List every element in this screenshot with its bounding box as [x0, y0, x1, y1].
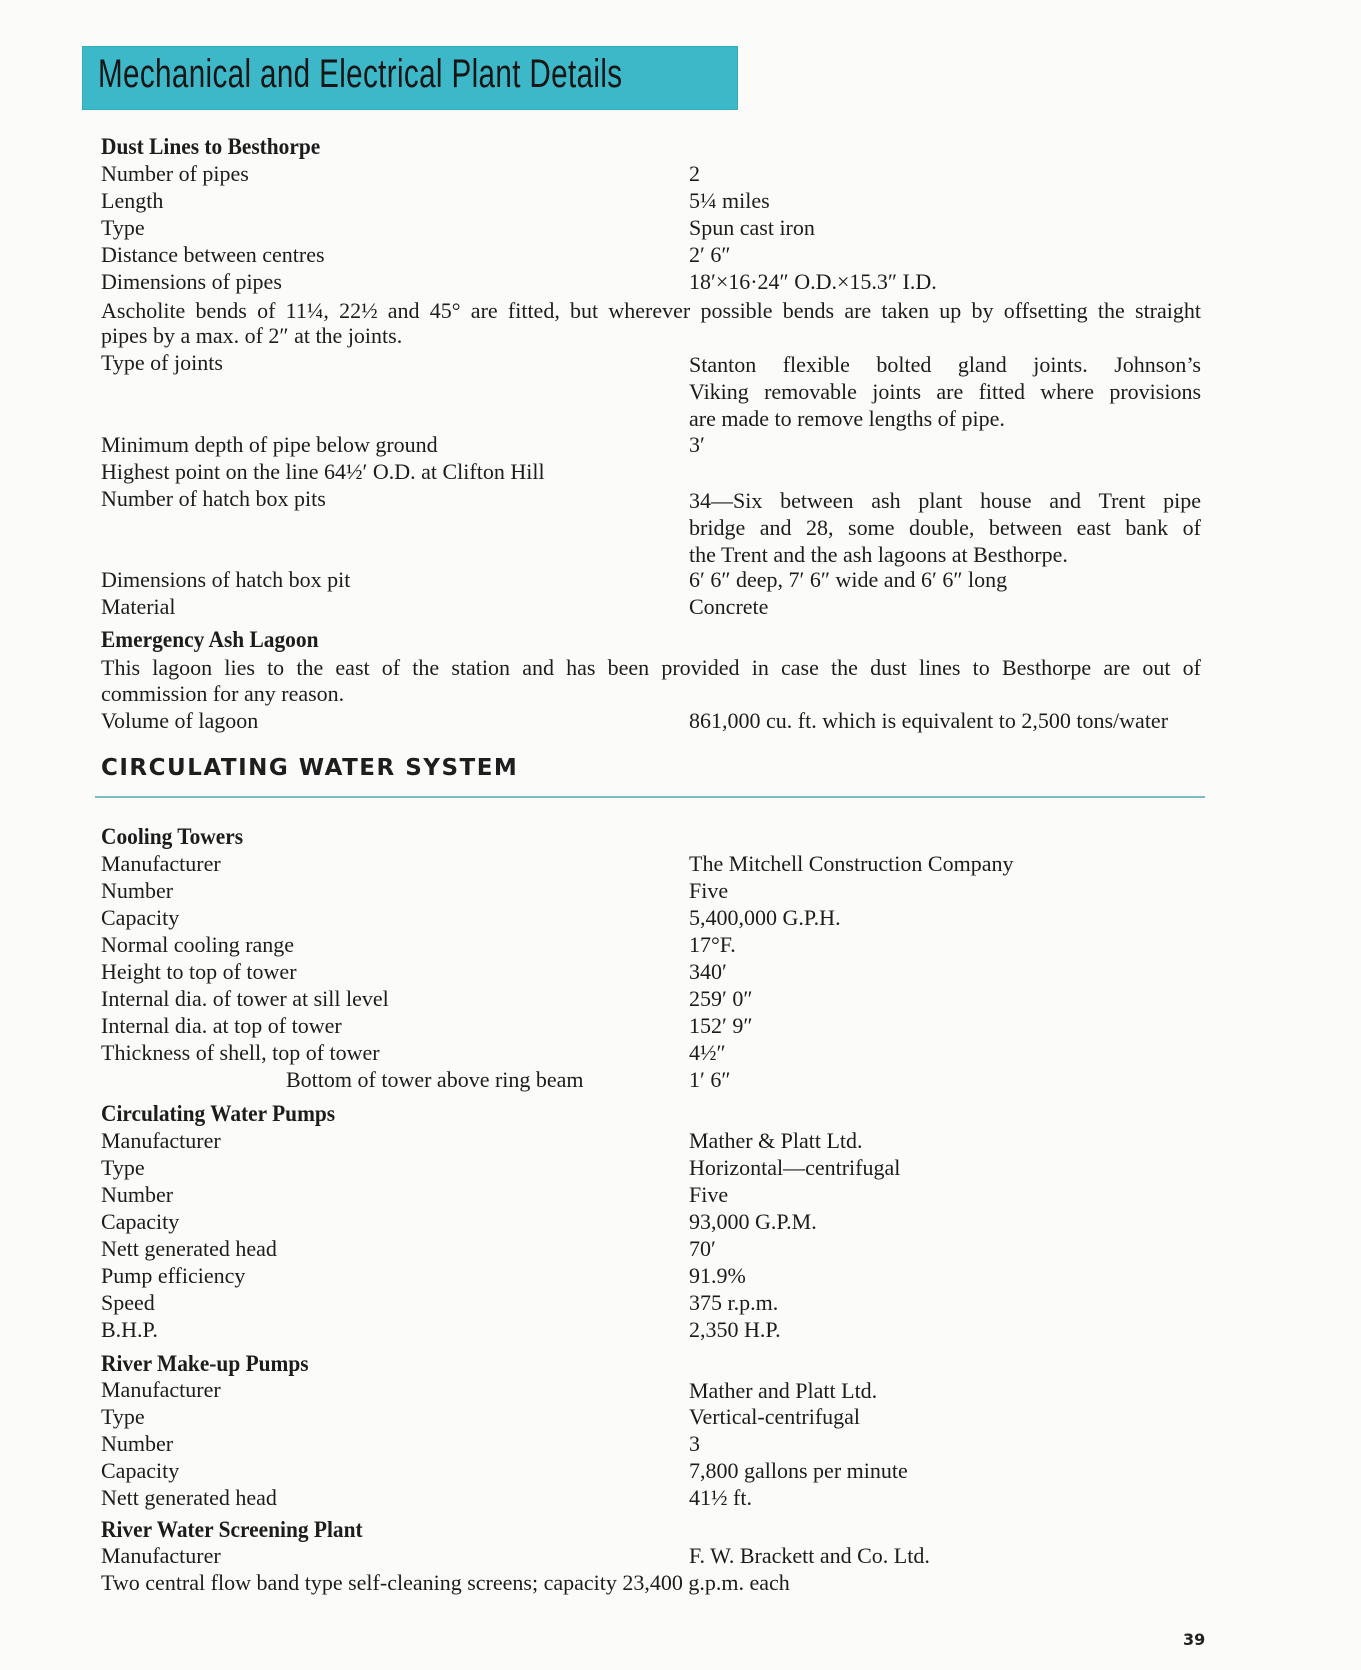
row-value: 18′×16·24″ O.D.×15.3″ I.D.	[689, 269, 937, 294]
row-value: 93,000 G.P.M.	[689, 1209, 817, 1234]
row-label: Capacity	[101, 905, 180, 930]
row-value: 259′ 0″	[689, 986, 753, 1011]
section-heading-emergency-lagoon: Emergency Ash Lagoon	[101, 627, 319, 652]
row-value-line: Stanton flexible bolted gland joints. Johnson’s	[689, 352, 1201, 377]
row-value: 340′	[689, 959, 727, 984]
section-heading-river-makeup-pumps: River Make-up Pumps	[101, 1351, 309, 1376]
row-value: Mather & Platt Ltd.	[689, 1128, 863, 1153]
row-value: 4½″	[689, 1040, 726, 1065]
row-value-line: the Trent and the ash lagoons at Besthorpe.	[689, 542, 1068, 567]
paragraph-line: commission for any reason.	[101, 681, 345, 706]
row-label: Number of hatch box pits	[101, 486, 326, 511]
row-label: Nett generated head	[101, 1236, 277, 1261]
paragraph-line: Ascholite bends of 11¼, 22½ and 45° are fitted, but wherever possible bends are taken up by offsetting the straight	[101, 298, 1201, 323]
row-value-line: 34—Six between ash plant house and Trent pipe	[689, 488, 1201, 513]
row-label: Number	[101, 1182, 174, 1207]
row-value: 91.9%	[689, 1263, 746, 1288]
row-value: 17°F.	[689, 932, 736, 957]
row-value: Spun cast iron	[689, 215, 815, 240]
section-heading-dust-lines: Dust Lines to Besthorpe	[101, 134, 321, 159]
row-label: Normal cooling range	[101, 932, 295, 957]
row-value: 375 r.p.m.	[689, 1290, 779, 1315]
row-label: Dimensions of pipes	[101, 269, 282, 294]
section-title-circulating-water: CIRCULATING WATER SYSTEM	[101, 755, 519, 781]
row-label: Dimensions of hatch box pit	[101, 567, 351, 592]
row-label: Number	[101, 878, 174, 903]
row-label: Manufacturer	[101, 1543, 221, 1568]
row-value: 861,000 cu. ft. which is equivalent to 2,500 tons/water	[689, 708, 1169, 733]
row-label: Height to top of tower	[101, 959, 297, 984]
row-value: Concrete	[689, 594, 769, 619]
row-label: Nett generated head	[101, 1485, 277, 1510]
row-label: Type	[101, 1155, 145, 1180]
row-value: 2	[689, 161, 700, 186]
paragraph-line: Two central flow band type self-cleaning screens; capacity 23,400 g.p.m. each	[101, 1570, 790, 1595]
row-label: Material	[101, 594, 176, 619]
row-label: Number	[101, 1431, 174, 1456]
row-value: 5¼ miles	[689, 188, 770, 213]
page-title-banner	[82, 46, 738, 110]
section-heading-circulating-pumps: Circulating Water Pumps	[101, 1101, 336, 1126]
row-label: Capacity	[101, 1209, 180, 1234]
row-label: Distance between centres	[101, 242, 325, 267]
row-label: Internal dia. at top of tower	[101, 1013, 342, 1038]
row-value: The Mitchell Construction Company	[689, 851, 1014, 876]
row-value: 70′	[689, 1236, 716, 1261]
row-value: Five	[689, 878, 729, 903]
row-label: Manufacturer	[101, 1128, 221, 1153]
section-heading-cooling-towers: Cooling Towers	[101, 824, 244, 849]
row-value-line: are made to remove lengths of pipe.	[689, 406, 1005, 431]
row-label: Internal dia. of tower at sill level	[101, 986, 389, 1011]
row-value: 152′ 9″	[689, 1013, 753, 1038]
row-label: Highest point on the line 64½′ O.D. at Clifton Hill	[101, 459, 545, 484]
row-value: Five	[689, 1182, 729, 1207]
row-value: 7,800 gallons per minute	[689, 1458, 908, 1483]
row-value: 3	[689, 1431, 700, 1456]
row-label: Minimum depth of pipe below ground	[101, 432, 438, 457]
row-label: Type of joints	[101, 350, 223, 375]
page-title: Mechanical and Electrical Plant Details	[98, 52, 623, 96]
row-label: Length	[101, 188, 164, 213]
row-label: Manufacturer	[101, 851, 221, 876]
row-label: B.H.P.	[101, 1317, 158, 1342]
row-label: Pump efficiency	[101, 1263, 246, 1288]
row-label: Number of pipes	[101, 161, 249, 186]
row-label: Capacity	[101, 1458, 180, 1483]
paragraph-line: This lagoon lies to the east of the station and has been provided in case the dust lines to Besthorpe are out of	[101, 655, 1201, 680]
divider-rule	[95, 796, 1205, 798]
row-label: Type	[101, 1404, 145, 1429]
row-value: Mather and Platt Ltd.	[689, 1378, 878, 1403]
row-label: Manufacturer	[101, 1377, 221, 1402]
row-value: 3′	[689, 432, 705, 457]
paragraph-line: pipes by a max. of 2″ at the joints.	[101, 323, 403, 348]
row-value: F. W. Brackett and Co. Ltd.	[689, 1543, 930, 1568]
row-value: 5,400,000 G.P.H.	[689, 905, 841, 930]
section-heading-screening-plant: River Water Screening Plant	[101, 1517, 363, 1542]
row-value: 2′ 6″	[689, 242, 731, 267]
row-label: Thickness of shell, top of tower	[101, 1040, 380, 1065]
row-value: Vertical-centrifugal	[689, 1404, 861, 1429]
row-value: 1′ 6″	[689, 1067, 731, 1092]
row-value: 41½ ft.	[689, 1485, 752, 1510]
row-value: 6′ 6″ deep, 7′ 6″ wide and 6′ 6″ long	[689, 567, 1008, 592]
row-value: 2,350 H.P.	[689, 1317, 781, 1342]
row-label: Type	[101, 215, 145, 240]
row-value-line: Viking removable joints are fitted where provisions	[689, 379, 1201, 404]
page-number: 39	[1183, 1630, 1206, 1649]
row-value: Horizontal—centrifugal	[689, 1155, 901, 1180]
row-label: Volume of lagoon	[101, 708, 259, 733]
row-label: Bottom of tower above ring beam	[286, 1067, 584, 1092]
row-label: Speed	[101, 1290, 155, 1315]
row-value-line: bridge and 28, some double, between east bank of	[689, 515, 1201, 540]
